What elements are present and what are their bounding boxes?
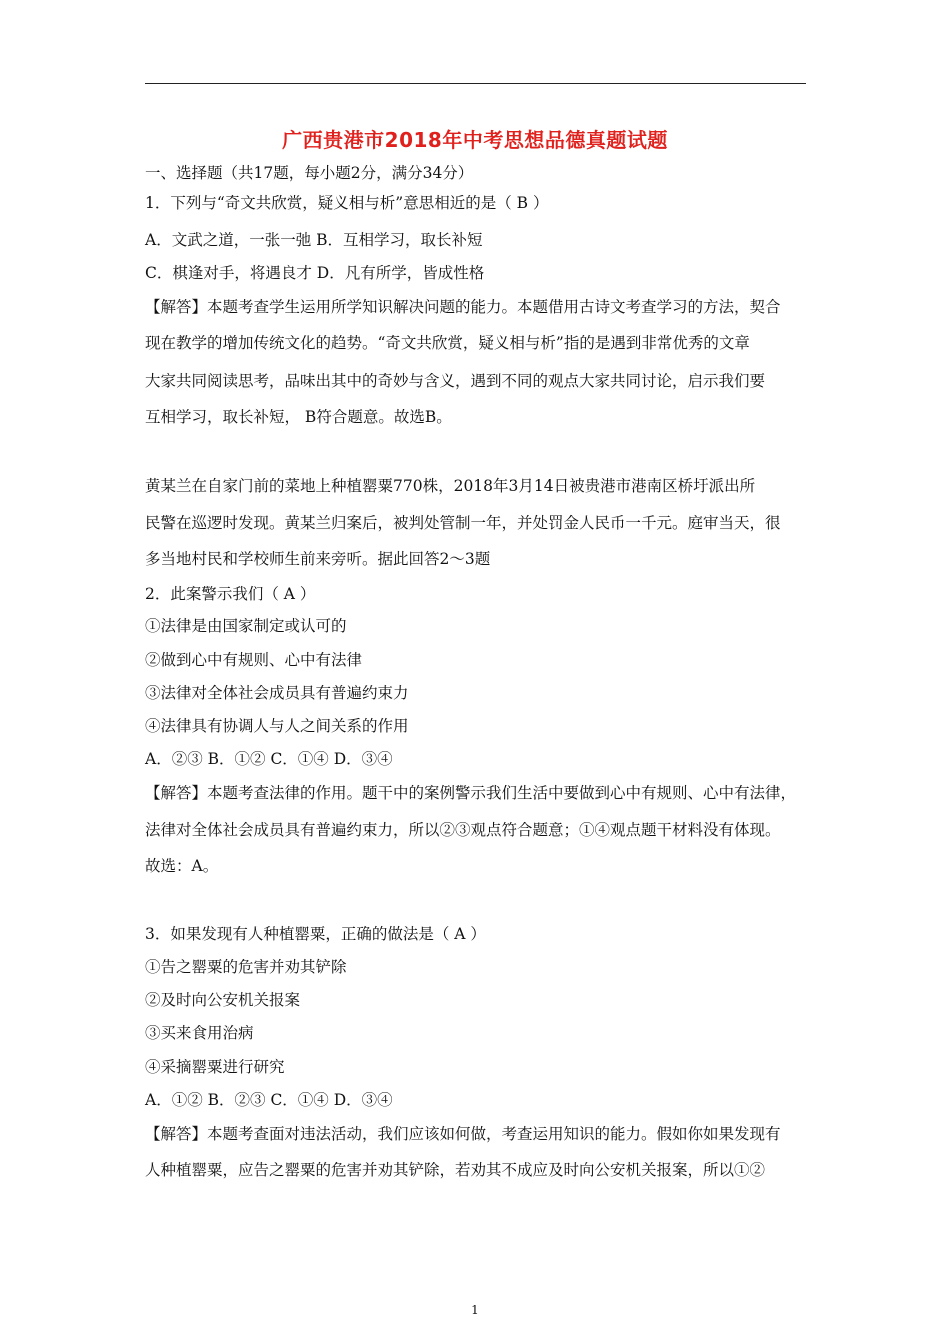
question-1-stem: 1．下列与“奇文共欣赏，疑义相与析”意思相近的是（ B ）	[145, 194, 549, 212]
question-2-analysis-line: 故选：A。	[145, 857, 219, 875]
material-line: 多当地村民和学校师生前来旁听。据此回答2～3题	[145, 550, 491, 568]
question-3-analysis-line: 人种植罂粟，应告之罂粟的危害并劝其铲除，若劝其不成应及时向公安机关报案，所以①②	[145, 1161, 766, 1179]
page-title: 广西贵港市2018年中考思想品德真题试题	[282, 128, 668, 152]
question-3-stem: 3．如果发现有人种植罂粟，正确的做法是（ A ）	[145, 925, 486, 943]
question-3-options: A．①② B．②③ C．①④ D．③④	[145, 1091, 393, 1109]
material-line: 民警在巡逻时发现。黄某兰归案后，被判处管制一年，并处罚金人民币一千元。庭审当天，很	[145, 514, 781, 532]
question-2-item: ③法律对全体社会成员具有普遍约束力	[145, 684, 409, 702]
header-rule	[145, 83, 806, 84]
question-1-analysis-line: 现在教学的增加传统文化的趋势。“奇文共欣赏，疑义相与析”指的是遇到非常优秀的文章	[145, 334, 750, 352]
page-number: 1	[471, 1303, 479, 1317]
question-2-analysis-line: 【解答】本题考查法律的作用。题干中的案例警示我们生活中要做到心中有规则、心中有法律，	[145, 784, 797, 802]
question-1-options-cd: C．棋逢对手，将遇良才 D．凡有所学，皆成性格	[145, 264, 485, 282]
question-3-item: ③买来食用治病	[145, 1024, 254, 1042]
question-1-analysis-line: 【解答】本题考查学生运用所学知识解决问题的能力。本题借用古诗文考查学习的方法，契合	[145, 298, 781, 316]
question-1-analysis-line: 大家共同阅读思考，品味出其中的奇妙与含义，遇到不同的观点大家共同讨论，启示我们要	[145, 372, 766, 390]
question-2-analysis-line: 法律对全体社会成员具有普遍约束力，所以②③观点符合题意；①④观点题干材料没有体现。	[145, 821, 781, 839]
question-2-item: ①法律是由国家制定或认可的	[145, 617, 347, 635]
material-line: 黄某兰在自家门前的菜地上种植罂粟770株，2018年3月14日被贵港市港南区桥圩派出所	[145, 477, 756, 495]
question-3-item: ④采摘罂粟进行研究	[145, 1058, 285, 1076]
question-2-stem: 2．此案警示我们（ A ）	[145, 585, 316, 603]
question-2-item: ②做到心中有规则、心中有法律	[145, 651, 363, 669]
question-1-analysis-line: 互相学习，取长补短， B符合题意。故选B。	[145, 408, 452, 426]
question-3-item: ②及时向公安机关报案	[145, 991, 301, 1009]
question-1-options-ab: A．文武之道，一张一弛 B．互相学习，取长补短	[145, 231, 483, 249]
question-2-options: A．②③ B．①② C．①④ D．③④	[145, 750, 393, 768]
question-3-analysis-line: 【解答】本题考查面对违法活动，我们应该如何做，考查运用知识的能力。假如你如果发现有	[145, 1125, 781, 1143]
question-3-item: ①告之罂粟的危害并劝其铲除	[145, 958, 347, 976]
question-2-item: ④法律具有协调人与人之间关系的作用	[145, 717, 409, 735]
section-heading: 一、选择题（共17题，每小题2分，满分34分）	[145, 164, 474, 182]
